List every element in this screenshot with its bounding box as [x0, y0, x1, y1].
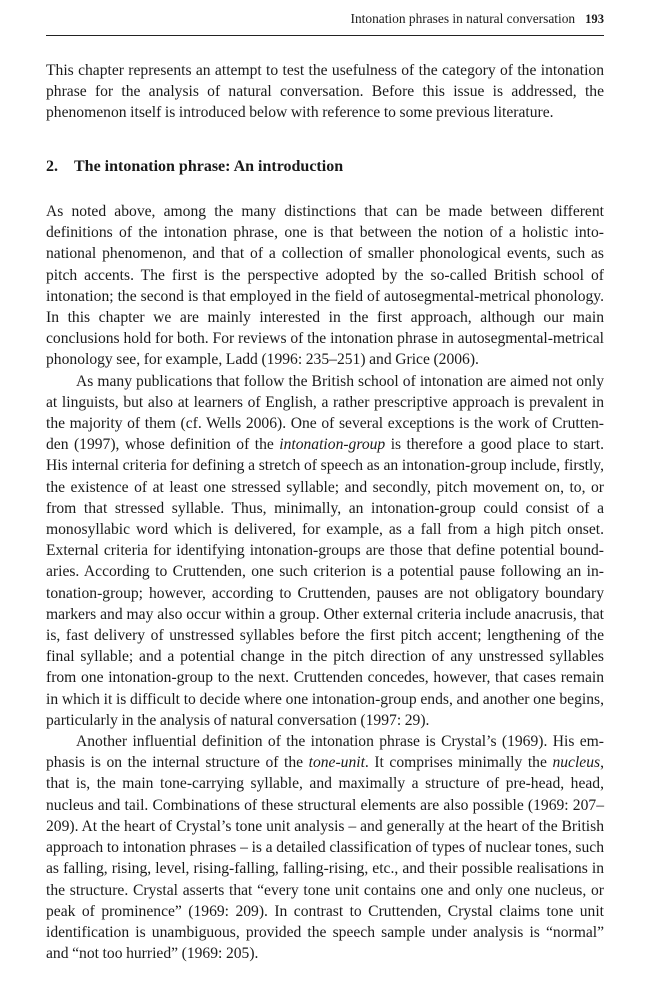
- section-number: 2.: [46, 158, 58, 175]
- paragraph-2-text-b: is therefore a good place to start. His internal criteria for defining a stretch of speech as an intonation-group include, firstly, the existence of at least one stressed syllable; and secondly, pitch movement on, to, or from that stressed syllable. Thus, minimally, an intonation-group could consist of a monosyllabic word which is delivered, for example, as a fall from a high pitch onset. External criteria for identifying intonation-groups are those that define potential boundaries. According to Cruttenden, one such criterion is a potential pause following an intonation-group; however, according to Cruttenden, pauses are not obligatory boundary markers and may also occur within a group. Other external criteria include anacrusis, that is, fast delivery of unstressed syllables before the first pitch accent; lengthening of the final syllable; and a potential change in the pitch direction of any unstressed syllables from one intonation-group to the next. Cruttenden concedes, however, that cases remain in which it is difficult to decide where one intonation-group ends, and another one begins, particularly in the analysis of natural conversation (1997: 29).: [46, 436, 604, 729]
- paragraph-3: [46, 731, 604, 964]
- running-head-title: Intonation phrases in natural conversation: [350, 11, 576, 26]
- term-intonation-group: intonation-group: [279, 436, 386, 454]
- section-body: [46, 201, 604, 964]
- paragraph-3-text-b: . It comprises minimally the: [364, 754, 553, 772]
- section-heading: [46, 156, 604, 178]
- intro-section: [46, 60, 604, 124]
- section-title: The intonation phrase: An introduction: [74, 158, 344, 175]
- paragraph-2: [46, 371, 604, 731]
- intro-paragraph: This chapter represents an attempt to test the usefulness of the category of the intonation phrase for the analysis of natural conversation. Before this issue is addressed, the phenomenon itself is introduced below with reference to some previous literature.: [46, 62, 604, 122]
- page-number: 193: [585, 12, 604, 26]
- term-tone-unit: tone-unit: [308, 754, 365, 772]
- paragraph-3-text-a: Another influential definition of the intonation phrase is Crystal’s (1969). His emphasis is on the internal structure of the: [46, 733, 604, 772]
- paragraph-2-text-a: As many publications that follow the British school of intonation are aimed not only at linguists, but also at learners of English, a rather prescriptive approach is prevalent in the majority of them (cf. Wells 2006). One of several exceptions is the work of Cruttenden (1997), whose definition of the: [46, 372, 604, 454]
- running-head: [46, 10, 604, 36]
- paragraph-1: As noted above, among the many distinctions that can be made between different definitions of the intonation phrase, one is that between the notion of a holistic intonational phenomenon, and that of a collection of smaller phonological events, such as pitch accents. The first is the perspective adopted by the so-called British school of intonation; the second is that employed in the field of autosegmental-metrical phonology. In this chapter we are mainly interested in the first approach, although our main conclusions hold for both. For reviews of the intonation phrase in autosegmental-metrical phonology see, for example, Ladd (1996: 235–251) and Grice (2006).: [46, 203, 604, 369]
- term-nucleus: nucleus: [552, 754, 601, 772]
- paragraph-3-text-c: , that is, the main tone-carrying syllable, and maximally a structure of pre-head, head, nucleus and tail. Combinations of these structural elements are also possible (1969: 207–209). At the heart of Crystal’s tone unit analysis – and generally at the heart of the British approach to intonation phrases – is a detailed classification of types of nuclear tones, such as falling, rising, level, rising-falling, falling-rising, etc., and their possible realisations in the structure. Crystal asserts that “every tone unit contains one and only one nucleus, or peak of prominence” (1969: 209). In contrast to Cruttenden, Crystal claims tone unit identification is unambiguous, provided the speech sample under analysis is “normal” and “not too hurried” (1969: 205).: [46, 754, 604, 963]
